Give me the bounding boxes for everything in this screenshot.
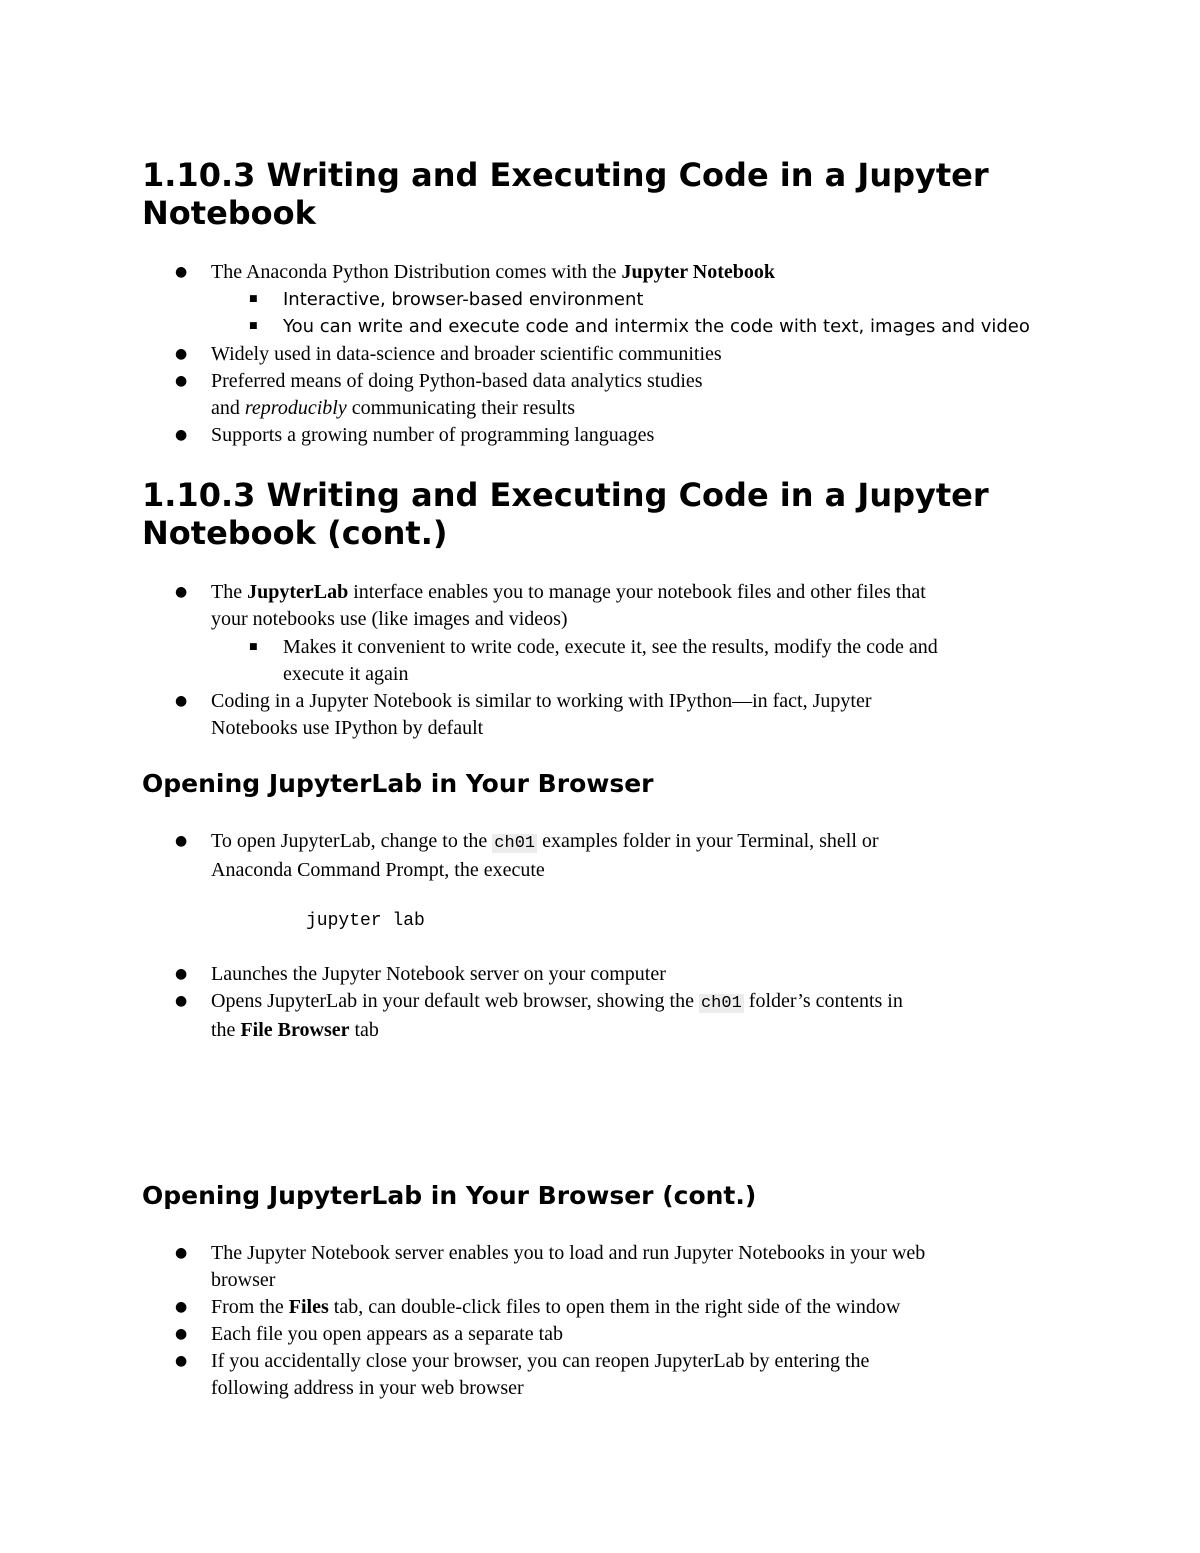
s1-bullet-3 — [211, 368, 703, 422]
s3-bullet-1 — [211, 828, 879, 884]
bullet-icon: ● — [175, 1299, 188, 1315]
section-3-title: Opening JupyterLab in Your Browser — [142, 769, 654, 798]
s3-b1-line2: Anaconda Command Prompt, the execute — [211, 859, 545, 881]
bullet-icon: ● — [175, 373, 188, 389]
s4-bullet-1 — [211, 1240, 925, 1294]
s2-b1-pre: The — [211, 581, 248, 603]
s2-b2-line1: Coding in a Jupyter Notebook is similar to working with IPython—in fact, Jupyter — [211, 690, 872, 712]
s3-b3-line2-post: tab — [349, 1019, 379, 1041]
bullet-icon: ● — [175, 693, 188, 709]
square-bullet-icon: ■ — [249, 321, 258, 331]
s1-bullet-1 — [211, 259, 775, 286]
s4-b4-line2: following address in your web browser — [211, 1377, 524, 1399]
section-1-title-line2: Notebook — [142, 194, 316, 232]
s1-sub-bullet-2: You can write and execute code and intermix the code with text, images and video — [283, 316, 1030, 337]
s3-b3-pre: Opens JupyterLab in your default web browser, showing the — [211, 990, 699, 1012]
s2-sub1-line1: Makes it convenient to write code, execute it, see the results, modify the code and — [283, 636, 938, 658]
reproducibly-term: reproducibly — [244, 397, 347, 419]
s4-b1-line1: The Jupyter Notebook server enables you to load and run Jupyter Notebooks in your web — [211, 1242, 926, 1264]
s4-bullet-3: Each file you open appears as a separate tab — [211, 1323, 564, 1345]
s1-b3-line1: Preferred means of doing Python-based data analytics studies — [211, 370, 703, 392]
s4-bullet-2 — [211, 1294, 900, 1321]
s1-sub-bullet-1: Interactive, browser-based environment — [283, 289, 644, 310]
file-browser-term: File Browser — [240, 1019, 350, 1041]
s1-bullet-2: Widely used in data-science and broader scientific communities — [211, 343, 722, 365]
bullet-icon: ● — [175, 427, 188, 443]
section-2-title-line1: 1.10.3 Writing and Executing Code in a Jupyter — [142, 476, 989, 514]
section-1-title-line1: 1.10.3 Writing and Executing Code in a Jupyter — [142, 156, 989, 194]
s3-bullet-3 — [211, 988, 903, 1044]
jupyter-notebook-term: Jupyter Notebook — [621, 261, 776, 283]
section-1-title — [142, 156, 989, 232]
section-2-title-line2: Notebook (cont.) — [142, 514, 448, 552]
s2-sub-bullet-1 — [283, 634, 938, 688]
s1-bullet-4: Supports a growing number of programming languages — [211, 424, 655, 446]
s3-b1-post: examples folder in your Terminal, shell or — [537, 830, 879, 852]
s3-b3-post: folder’s contents in — [743, 990, 903, 1012]
section-2-title — [142, 476, 989, 552]
ch01-folder-code: ch01 — [494, 834, 536, 853]
s3-b3-line2-pre: the — [211, 1019, 241, 1041]
s3-bullet-2: Launches the Jupyter Notebook server on your computer — [211, 963, 666, 985]
s4-b1-line2: browser — [211, 1269, 276, 1291]
bullet-icon: ● — [175, 966, 188, 982]
s4-bullet-4 — [211, 1348, 869, 1402]
s2-b1-post: interface enables you to manage your notebook files and other files that — [348, 581, 926, 603]
bullet-icon: ● — [175, 1353, 188, 1369]
s4-b2-pre: From the — [211, 1296, 289, 1318]
s2-bullet-1 — [211, 579, 926, 633]
bullet-icon: ● — [175, 1326, 188, 1342]
bullet-icon: ● — [175, 346, 188, 362]
bullet-icon: ● — [175, 264, 188, 280]
bullet-icon: ● — [175, 1245, 188, 1261]
s2-b1-line2: your notebooks use (like images and videos) — [211, 608, 568, 630]
bullet-icon: ● — [175, 833, 188, 849]
ch01-folder-code: ch01 — [700, 994, 742, 1013]
s1-b3-pre: and — [211, 397, 245, 419]
jupyter-lab-command: jupyter lab — [306, 911, 425, 931]
files-tab-term: Files — [288, 1296, 329, 1318]
s3-b1-pre: To open JupyterLab, change to the — [211, 830, 493, 852]
s4-b4-line1: If you accidentally close your browser, you can reopen JupyterLab by entering the — [211, 1350, 870, 1372]
s1-b1-text: The Anaconda Python Distribution comes with the — [211, 261, 622, 283]
jupyterlab-term: JupyterLab — [247, 581, 349, 603]
square-bullet-icon: ■ — [249, 294, 258, 304]
bullet-icon: ● — [175, 584, 188, 600]
s2-sub1-line2: execute it again — [283, 663, 409, 685]
square-bullet-icon: ■ — [249, 642, 258, 652]
section-4-title: Opening JupyterLab in Your Browser (cont.) — [142, 1181, 757, 1210]
s2-bullet-2 — [211, 688, 872, 742]
bullet-icon: ● — [175, 993, 188, 1009]
s4-b2-post: tab, can double-click files to open them in the right side of the window — [328, 1296, 901, 1318]
s2-b2-line2: Notebooks use IPython by default — [211, 717, 484, 739]
s1-b3-post: communicating their results — [346, 397, 575, 419]
